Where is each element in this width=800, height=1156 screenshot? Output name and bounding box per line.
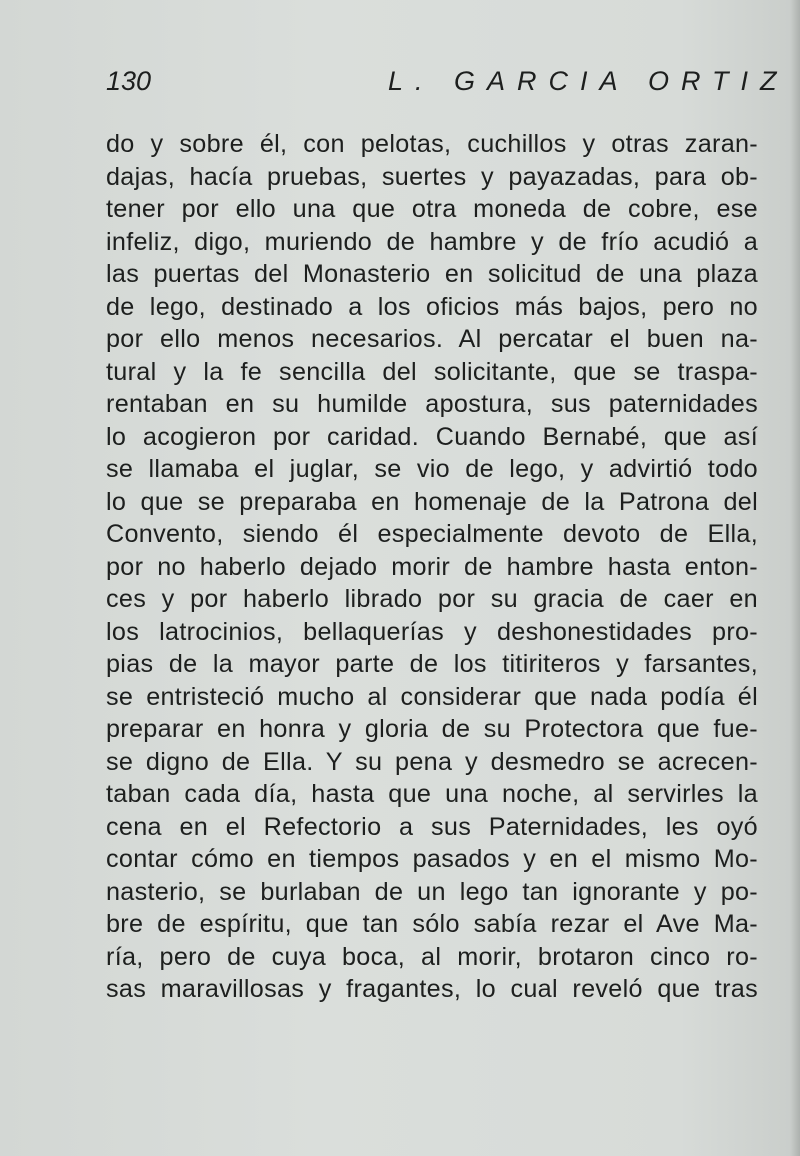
text-line: nasterio, se burlaban de un lego tan ignorante y po- [106,877,758,906]
text-line: preparar en honra y gloria de su Protectora que fue- [106,715,758,743]
page-header [106,66,789,106]
text-line: por no haberlo dejado morir de hambre hasta enton- [106,552,758,581]
text-line: contar cómo en tiempos pasados y en el mismo Mo- [106,845,758,873]
text-line: bre de espíritu, que tan sólo sabía rezar el Ave Ma- [106,910,758,938]
text-line: pias de la mayor parte de los titiriteros y farsantes, [106,650,758,678]
text-line: dajas, hacía pruebas, suertes y payazadas, para ob- [106,162,758,191]
running-head-author: L. GARCIA ORTIZ [388,66,789,96]
text-line: do y sobre él, con pelotas, cuchillos y otras zaran- [106,130,758,158]
text-line: Convento, siendo él especialmente devoto de Ella, [106,520,758,548]
text-line: sas maravillosas y fragantes, lo cual reveló que tras [106,975,758,1003]
page-edge-shadow [790,0,800,1156]
text-line: lo acogieron por caridad. Cuando Bernabé, que así [106,422,758,451]
text-line: por ello menos necesarios. Al percatar el buen na- [106,325,758,353]
text-line: de lego, destinado a los oficios más bajos, pero no [106,292,758,321]
text-line: se digno de Ella. Y su pena y desmedro se acrecen- [106,747,758,776]
text-line: los latrocinios, bellaquerías y deshonestidades pro- [106,617,758,646]
page-number: 130 [106,66,152,96]
body-text [106,128,758,1006]
text-line: tener por ello una que otra moneda de cobre, ese [106,195,758,223]
text-line: rentaban en su humilde apostura, sus paternidades [106,390,758,418]
text-line: tural y la fe sencilla del solicitante, que se traspa- [106,357,758,386]
text-line: infeliz, digo, muriendo de hambre y de frío acudió a [106,227,758,256]
text-line: se llamaba el juglar, se vio de lego, y advirtió todo [106,455,758,483]
text-line: ces y por haberlo librado por su gracia de caer en [106,585,758,613]
text-line: taban cada día, hasta que una noche, al servirles la [106,780,758,808]
text-line: ría, pero de cuya boca, al morir, brotaron cinco ro- [106,942,758,971]
text-line: se entristeció mucho al considerar que nada podía él [106,682,758,711]
text-line: las puertas del Monasterio en solicitud de una plaza [106,260,758,288]
text-line: cena en el Refectorio a sus Paternidades, les oyó [106,812,758,841]
text-line: lo que se preparaba en homenaje de la Patrona del [106,487,758,516]
